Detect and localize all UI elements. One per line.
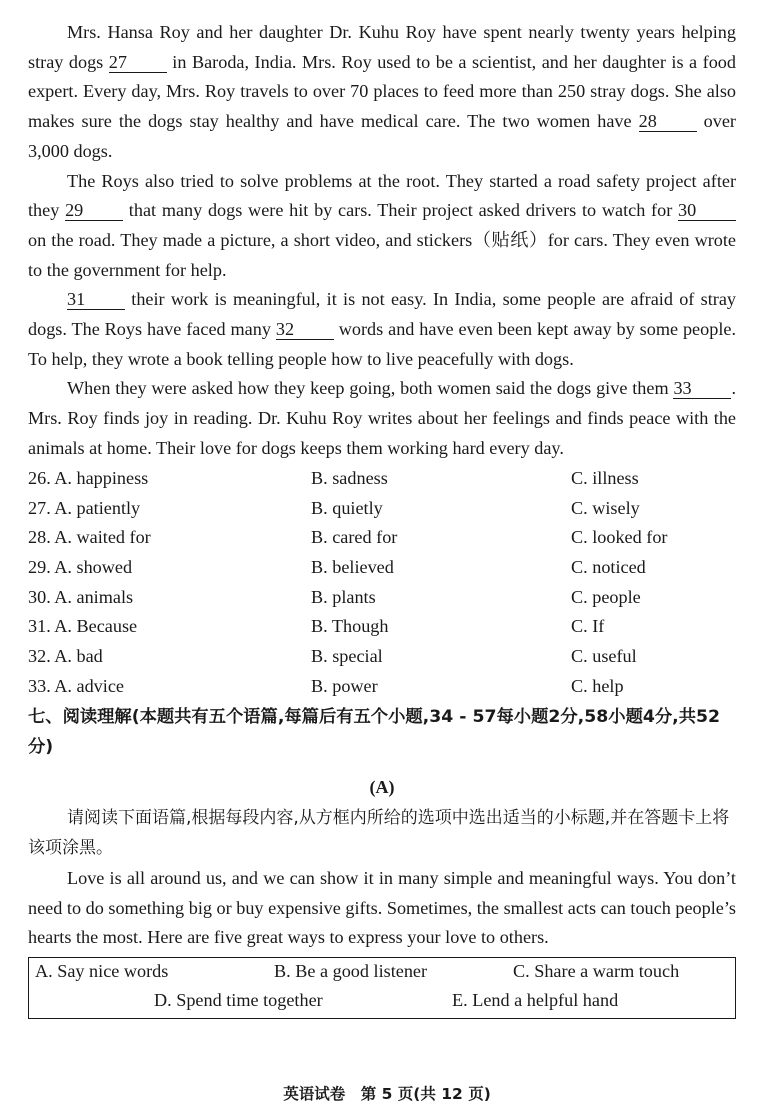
option-29-b: B. believed: [311, 556, 394, 577]
option-row-32: [28, 642, 736, 672]
option-row-27: [28, 493, 736, 523]
option-32-b: B. special: [311, 646, 383, 667]
p3-text-1: their work is meaningful, it is not easy. In India, some people are afraid of stray dogs. The Roys have faced many: [28, 289, 736, 340]
option-31-c: C. If: [571, 616, 605, 637]
p4-text-1: When they were asked how they keep going, both women said the dogs give them: [67, 378, 674, 399]
option-28-b: B. cared for: [311, 527, 398, 548]
passage-paragraph-1: [28, 18, 736, 167]
passage-paragraph-3: [28, 285, 736, 374]
option-26-a: 26. A. happiness: [28, 467, 149, 488]
answer-options: [28, 464, 736, 702]
p2-text-1: The Roys also tried to solve problems at the root. They started a road safety project after they: [28, 170, 736, 221]
option-row-31: [28, 612, 736, 642]
option-28-a: 28. A. waited for: [28, 527, 151, 548]
option-row-29: [28, 553, 736, 583]
choice-b: B. Be a good listener: [274, 960, 428, 981]
option-31-a: 31. A. Because: [28, 616, 138, 637]
p1-text-3: over 3,000 dogs.: [28, 111, 736, 161]
option-27-b: B. quietly: [311, 497, 383, 518]
option-row-33: [28, 671, 736, 701]
p3-text-2: words and have even been kept away by some people. To help, they wrote a book telling people how to live peacefully with dogs.: [28, 319, 736, 369]
option-31-b: B. Though: [311, 616, 389, 637]
blank-33: 33: [673, 378, 731, 399]
section-heading: 七、阅读理解(本题共有五个语篇,每篇后有五个小题,34 - 57每小题2分,58小题4分,共52分): [28, 707, 721, 757]
choice-c: C. Share a warm touch: [513, 960, 680, 981]
blank-27: 27: [109, 52, 167, 73]
heading-choices-box: [28, 957, 736, 1019]
blank-28: 28: [639, 111, 697, 132]
choice-d: D. Spend time together: [154, 989, 323, 1010]
p1-text-1: Mrs. Hansa Roy and her daughter Dr. Kuhu Roy have spent nearly twenty years helping stray dogs: [28, 22, 736, 72]
option-33-c: C. help: [571, 675, 624, 696]
intro-paragraph: Love is all around us, and we can show it in many simple and meaningful ways. You don’t need to do something big or buy expensive gifts. Sometimes, the smallest acts can touch people’s hearts the most. Here are five great ways to express your love to others.: [28, 867, 736, 948]
blank-30: 30: [678, 200, 736, 221]
option-row-30: [28, 582, 736, 612]
p2-text-2: that many dogs were hit by cars. Their project asked drivers to watch for: [123, 200, 678, 221]
p4-text-2: . Mrs. Roy finds joy in reading. Dr. Kuhu Roy writes about her feelings and finds peace with the animals at home. Their love for dogs keeps them working hard every day.: [28, 378, 736, 458]
option-30-b: B. plants: [311, 586, 376, 607]
option-26-c: C. illness: [571, 467, 639, 488]
instruction-text: 请阅读下面语篇,根据每段内容,从方框内所给的选项中选出适当的小标题,并在答题卡上将该项涂黑。: [28, 808, 730, 859]
blank-32: 32: [276, 319, 334, 340]
option-30-a: 30. A. animals: [28, 586, 134, 607]
option-32-c: C. useful: [571, 646, 637, 667]
option-29-c: C. noticed: [571, 556, 646, 577]
option-30-c: C. people: [571, 586, 641, 607]
option-28-c: C. looked for: [571, 527, 668, 548]
choice-e: E. Lend a helpful hand: [452, 989, 619, 1010]
part-label: (A): [369, 777, 395, 798]
option-row-28: [28, 523, 736, 553]
exam-page: [28, 18, 736, 1019]
option-33-a: 33. A. advice: [28, 675, 124, 696]
passage-paragraph-4: [28, 374, 736, 463]
p1-text-2: in Baroda, India. Mrs. Roy used to be a scientist, and her daughter is a food expert. Every day, Mrs. Roy travels to over 70 places to feed more than 250 stray dogs. She also makes sure the dogs stay healthy and have medical care. The two women have: [28, 51, 736, 132]
option-26-b: B. sadness: [311, 467, 388, 488]
option-33-b: B. power: [311, 675, 378, 696]
blank-31: 31: [67, 289, 125, 310]
blank-29: 29: [65, 200, 123, 221]
option-row-26: [28, 464, 736, 494]
option-32-a: 32. A. bad: [28, 646, 103, 667]
option-27-c: C. wisely: [571, 497, 640, 518]
p2-text-3: on the road. They made a picture, a short video, and stickers（贴纸）for cars. They even wrote to the government for help.: [28, 229, 736, 280]
option-29-a: 29. A. showed: [28, 556, 133, 577]
choice-a: A. Say nice words: [35, 960, 169, 981]
page-footer: 英语试卷 第 5 页(共 12 页): [283, 1085, 491, 1103]
passage-paragraph-2: [28, 167, 736, 286]
option-27-a: 27. A. patiently: [28, 497, 141, 518]
